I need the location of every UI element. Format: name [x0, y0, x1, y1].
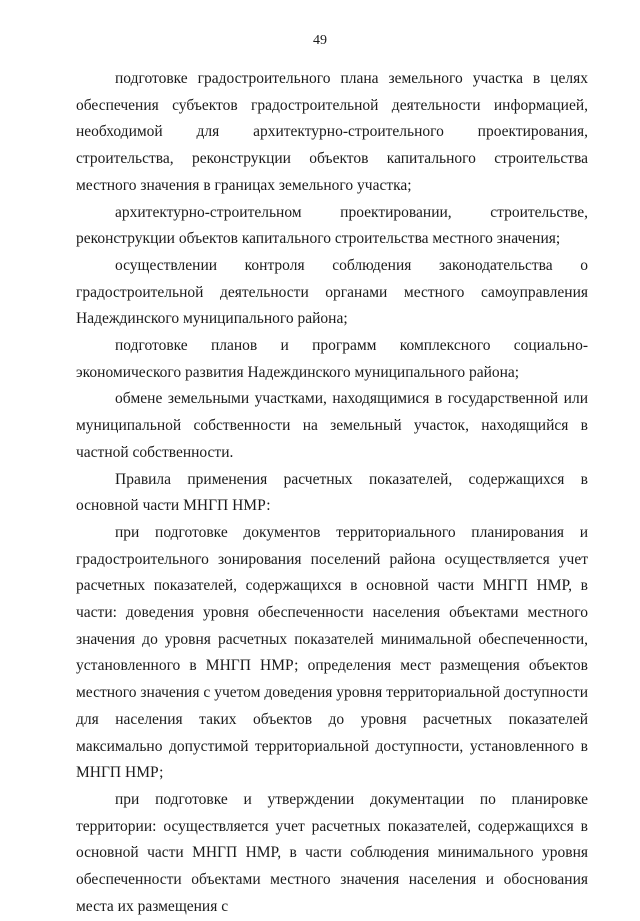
paragraph-planning-documentation: при подготовке и утверждении документации по планировке территории: осуществляется учет расчетных показателей, содержащихся в основной части МНГП НМР, в части соблюдения минимального уровня обеспеченности объектами местного значения населения и обоснования места их размещения с: [76, 790, 588, 915]
paragraph-gpzu: подготовке градостроительного плана земельного участка в целях обеспечения субъектов градостроительной деятельности информацией, необходимой для архитектурно-строительного проектирования, строительства, реконструкции объектов капитального строительства местного значения в границах земельного участка;: [76, 70, 588, 194]
paragraph-plans: подготовке планов и программ комплексного социально-экономического развития Надеждинского муниципального района;: [76, 337, 588, 381]
paragraph-control: осуществлении контроля соблюдения законодательства о градостроительной деятельности органами местного самоуправления Надеждинского муниципального района;: [76, 256, 588, 328]
paragraph-territorial-planning: при подготовке документов территориального планирования и градостроительного зонирования поселений района осуществляется учет расчетных показателей, содержащихся в основной части МНГП НМР, в части: доведения уровня обеспеченности населения объектами местного значения до уровня расчетных показателей минимальной обеспеченности, установленного в МНГП НМР; определения мест размещения объектов местного значения с учетом доведения уровня территориальной доступности для населения таких объектов до уровня расчетных показателей максимально допустимой территориальной доступности, установленного в МНГП НМР;: [76, 523, 588, 782]
page-number: 49: [313, 33, 327, 48]
paragraph-design: архитектурно-строительном проектировании, строительстве, реконструкции объектов капитального строительства местного значения;: [76, 203, 588, 248]
document-body: [76, 66, 588, 921]
paragraph-land-exchange: обмене земельными участками, находящимися в государственной или муниципальной собственности на земельный участок, находящийся в частной собственности.: [76, 390, 588, 461]
paragraph-rules-heading: Правила применения расчетных показателей, содержащихся в основной части МНГП НМР:: [76, 470, 588, 515]
